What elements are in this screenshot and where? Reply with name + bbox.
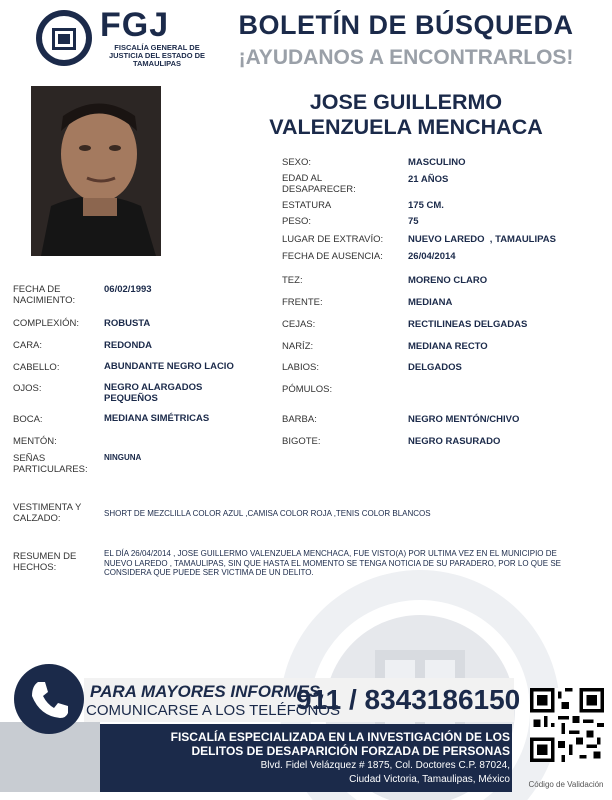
value-build: ROBUSTA — [104, 318, 151, 329]
phone-icon — [14, 664, 84, 734]
label-chin: MENTÓN: — [13, 436, 57, 447]
label-beard: BARBA: — [282, 414, 317, 425]
footer-agency-line1: FISCALÍA ESPECIALIZADA EN LA INVESTIGACIÓN DE LOS — [170, 730, 510, 744]
label-complexion-skin: TEZ: — [282, 275, 303, 286]
phone-number[interactable]: 911 / 8343186150 — [296, 684, 521, 715]
value-age: 21 AÑOS — [408, 174, 449, 185]
label-absence-date: FECHA DE AUSENCIA: — [282, 251, 383, 262]
label-sex: SEXO: — [282, 157, 312, 168]
value-mustache: NEGRO RASURADO — [408, 436, 501, 447]
footer-address-line1: Blvd. Fidel Velázquez # 1875, Col. Doctores C.P. 87024, — [260, 760, 510, 771]
value-face: REDONDA — [104, 340, 153, 351]
label-face: CARA: — [13, 340, 43, 351]
value-complexion-skin: MORENO CLARO — [408, 275, 488, 286]
footer-address-line2: Ciudad Victoria, Tamaulipas, México — [349, 774, 510, 785]
label-distinguishing-marks: SEÑAS PARTICULARES: — [13, 453, 88, 475]
label-weight: PESO: — [282, 216, 312, 227]
seal-icon — [34, 8, 94, 68]
qr-caption: Código de Validación — [528, 780, 604, 789]
value-height: 175 CM. — [408, 200, 444, 211]
label-clothing: VESTIMENTA Y CALZADO: — [13, 502, 82, 524]
value-forehead: MEDIANA — [408, 297, 453, 308]
label-eyes: OJOS: — [13, 383, 42, 394]
label-summary: RESUMEN DE HECHOS: — [13, 551, 77, 573]
label-forehead: FRENTE: — [282, 297, 323, 308]
value-location: NUEVO LAREDO , TAMAULIPAS — [408, 234, 556, 245]
value-distinguishing-marks: NINGUNA — [104, 453, 142, 462]
value-clothing: SHORT DE MEZCLILLA COLOR AZUL ,CAMISA COLOR ROJA ,TENIS COLOR BLANCOS — [104, 509, 431, 518]
value-weight: 75 — [408, 216, 419, 227]
value-absence-date: 26/04/2014 — [408, 251, 456, 262]
person-name — [230, 90, 582, 140]
bulletin-title: BOLETÍN DE BÚSQUEDA — [238, 10, 574, 40]
qr-code-icon[interactable] — [530, 688, 604, 762]
label-height: ESTATURA — [282, 200, 332, 211]
label-hair: CABELLO: — [13, 362, 60, 373]
label-cheekbones: PÓMULOS: — [282, 384, 333, 395]
person-photo — [31, 86, 161, 256]
label-eyebrows: CEJAS: — [282, 319, 316, 330]
value-lips: DELGADOS — [408, 362, 462, 373]
value-beard: NEGRO MENTÓN/CHIVO — [408, 414, 520, 425]
label-birthdate: FECHA DE NACIMIENTO: — [13, 284, 76, 306]
label-lips: LABIOS: — [282, 362, 319, 373]
label-mouth: BOCA: — [13, 414, 43, 425]
value-hair: ABUNDANTE NEGRO LACIO — [104, 361, 234, 372]
value-eyebrows: RECTILINEAS DELGADAS — [408, 319, 528, 330]
footer-agency-line2: DELITOS DE DESAPARICIÓN FORZADA DE PERSONAS — [191, 744, 510, 758]
value-summary: EL DÍA 26/04/2014 , JOSE GUILLERMO VALENZUELA MENCHACA, FUE VISTO(A) POR ULTIMA VEZ EN EL MUNICIPIO DE NUEVO LAREDO , TAMAULIPAS, SIN QUE HASTA EL MOMENTO SE TENGA NOTICIA DE SU PARADERO, POR LO QUE SE CONSIDERA QUE PUEDE SER VICTIMA DE UN DELITO. — [104, 549, 561, 577]
value-eyes: NEGRO ALARGADOS PEQUEÑOS — [104, 382, 203, 404]
value-sex: MASCULINO — [408, 157, 466, 168]
logo-text: FGJ — [100, 6, 170, 44]
contact-line1: PARA MAYORES INFORMES, — [90, 682, 325, 701]
phone-badge — [14, 664, 84, 734]
bulletin-subtitle: ¡AYUDANOS A ENCONTRARLOS! — [238, 46, 574, 69]
label-location: LUGAR DE EXTRAVÍO: — [282, 234, 384, 245]
label-build: COMPLEXIÓN: — [13, 318, 79, 329]
logo-subtitle: FISCALÍA GENERAL DE JUSTICIA DEL ESTADO DE TAMAULIPAS — [108, 43, 206, 68]
person-name-line2: VALENZUELA MENCHACA — [269, 115, 543, 139]
person-name-line1: JOSE GUILLERMO — [309, 90, 503, 114]
label-age: EDAD AL DESAPARECER: — [282, 173, 356, 195]
value-mouth: MEDIANA SIMÉTRICAS — [104, 413, 210, 424]
contact-line2: COMUNICARSE A LOS TELÉFONOS — [86, 702, 340, 719]
value-nose: MEDIANA RECTO — [408, 341, 488, 352]
label-mustache: BIGOTE: — [282, 436, 321, 447]
label-nose: NARÍZ: — [282, 341, 314, 352]
value-birthdate: 06/02/1993 — [104, 284, 152, 295]
